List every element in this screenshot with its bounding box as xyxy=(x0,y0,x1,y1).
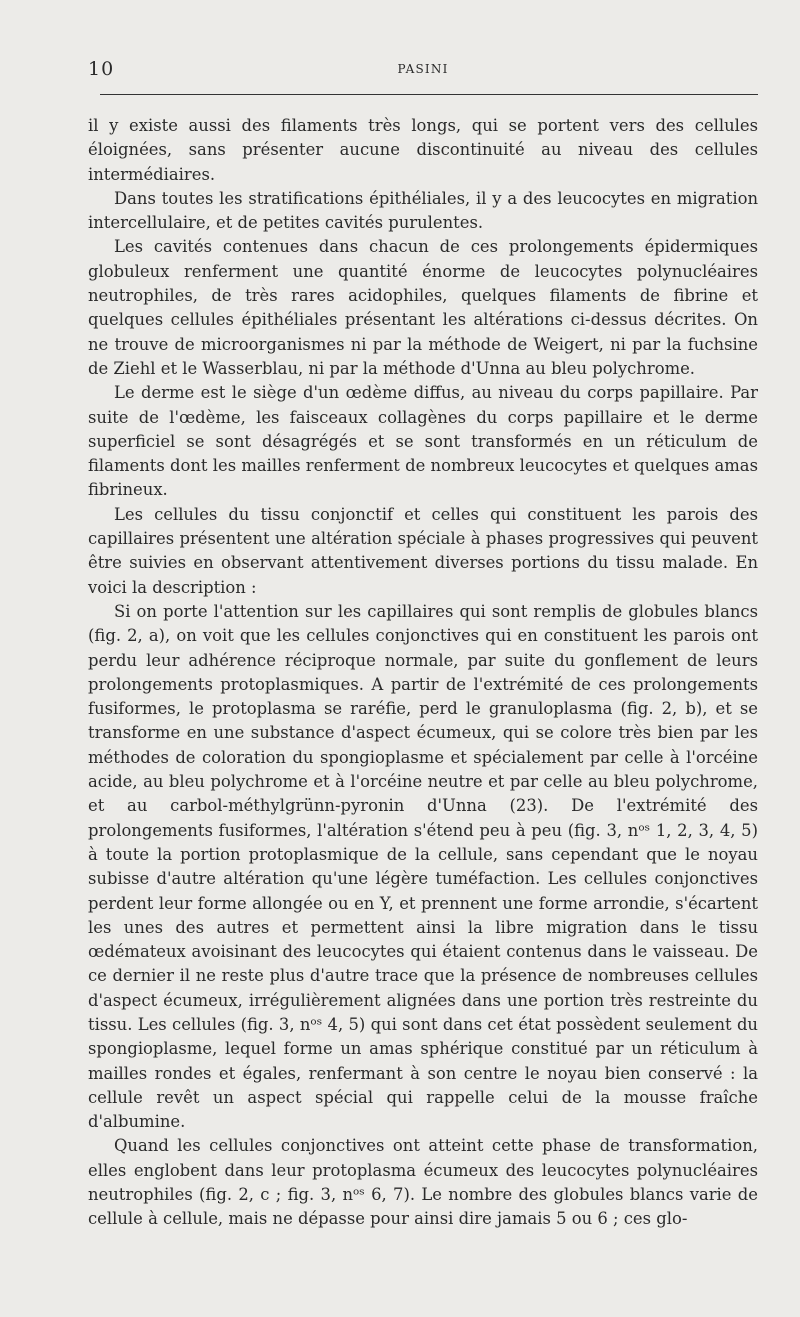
paragraph: Dans toutes les stratifications épithéliales, il y a des leucocytes en migration intercellulaire, et de petites cavités purulentes. xyxy=(88,188,758,233)
paragraph: Quand les cellules conjonctives ont atteint cette phase de transformation, elles englobent dans leur protoplasma écumeux des leucocytes polynucléaires neutrophiles (fig. 2, c ; fig. 3, nᵒˢ 6, 7). Le nombre des globules blancs varie de cellule à cellule, mais ne dépasse pour ainsi dire jamais 5 ou 6 ; ces glo- xyxy=(88,1136,758,1229)
paragraph: Le derme est le siège d'un œdème diffus, au niveau du corps papillaire. Par suite de l'œdème, les faisceaux collagènes du corps papillaire et le derme superficiel se sont désagrégés et se sont transformés en un réticulum de filaments dont les mailles renferment de nombreux leucocytes et quelques amas fibrineux. xyxy=(88,383,758,500)
running-head: PASINI xyxy=(397,62,449,76)
paragraph: Les cellules du tissu conjonctif et celles qui constituent les parois des capillaires présentent une altération spéciale à phases progressives qui peuvent être suivies en observant attentivement diverses portions du tissu malade. En voici la description : xyxy=(88,504,758,597)
page-number: 10 xyxy=(88,58,115,80)
page-header xyxy=(88,58,758,80)
paragraph: Les cavités contenues dans chacun de ces prolongements épidermiques globuleux renferment une quantité énorme de leucocytes polynucléaires neutrophiles, de très rares acidophiles, quelques filaments de fibrine et quelques cellules épithéliales présentant les altérations ci-dessus décrites. On ne trouve de microorganismes ni par la méthode de Weigert, ni par la fuchsine de Ziehl et le Wasserblau, ni par la méthode d'Unna au bleu polychrome. xyxy=(88,237,758,378)
paragraph: Si on porte l'attention sur les capillaires qui sont remplis de globules blancs (fig. 2, a), on voit que les cellules conjonctives qui en constituent les parois ont perdu leur adhérence réciproque normale, par suite du gonflement de leurs prolongements protoplasmiques. A partir de l'extrémité de ces prolongements fusiformes, le protoplasma se raréfie, perd le granuloplasma (fig. 2, b), et se transforme en une substance d'aspect écumeux, qui se colore très bien par les méthodes de coloration du spongioplasme et spécialement par celle à l'orcéine acide, au bleu polychrome et à l'orcéine neutre et par celle au bleu polychrome, et au carbol-méthylgrünn-pyronin d'Unna (23). De l'extrémité des prolongements fusiformes, l'altération s'étend peu à peu (fig. 3, nᵒˢ 1, 2, 3, 4, 5) à toute la portion protoplasmique de la cellule, sans cependant que le noyau subisse d'autre altération qu'une légère tuméfaction. Les cellules conjonctives perdent leur forme allongée ou en Y, et prennent une forme arrondie, s'écartent les unes des autres et permettent ainsi la libre migration dans le tissu œdémateux avoisinant des leucocytes qui étaient contenus dans le vaisseau. De ce dernier il ne reste plus d'autre trace que la présence de nombreuses cellules d'aspect écumeux, irrégulièrement alignées dans une portion très restreinte du tissu. Les cellules (fig. 3, nᵒˢ 4, 5) qui sont dans cet état possèdent seulement du spongioplasme, lequel forme un amas sphérique constitué par un réticulum à mailles rondes et égales, renfermant à son centre le noyau bien conservé : la cellule revêt un aspect spécial qui rappelle celui de la mousse fraîche d'albumine. xyxy=(88,601,758,1132)
header-rule xyxy=(100,94,758,95)
body-text xyxy=(88,114,758,1232)
paragraph: il y existe aussi des filaments très longs, qui se portent vers des cellules éloignées, sans présenter aucune discontinuité au niveau des cellules intermédiaires. xyxy=(88,116,758,184)
